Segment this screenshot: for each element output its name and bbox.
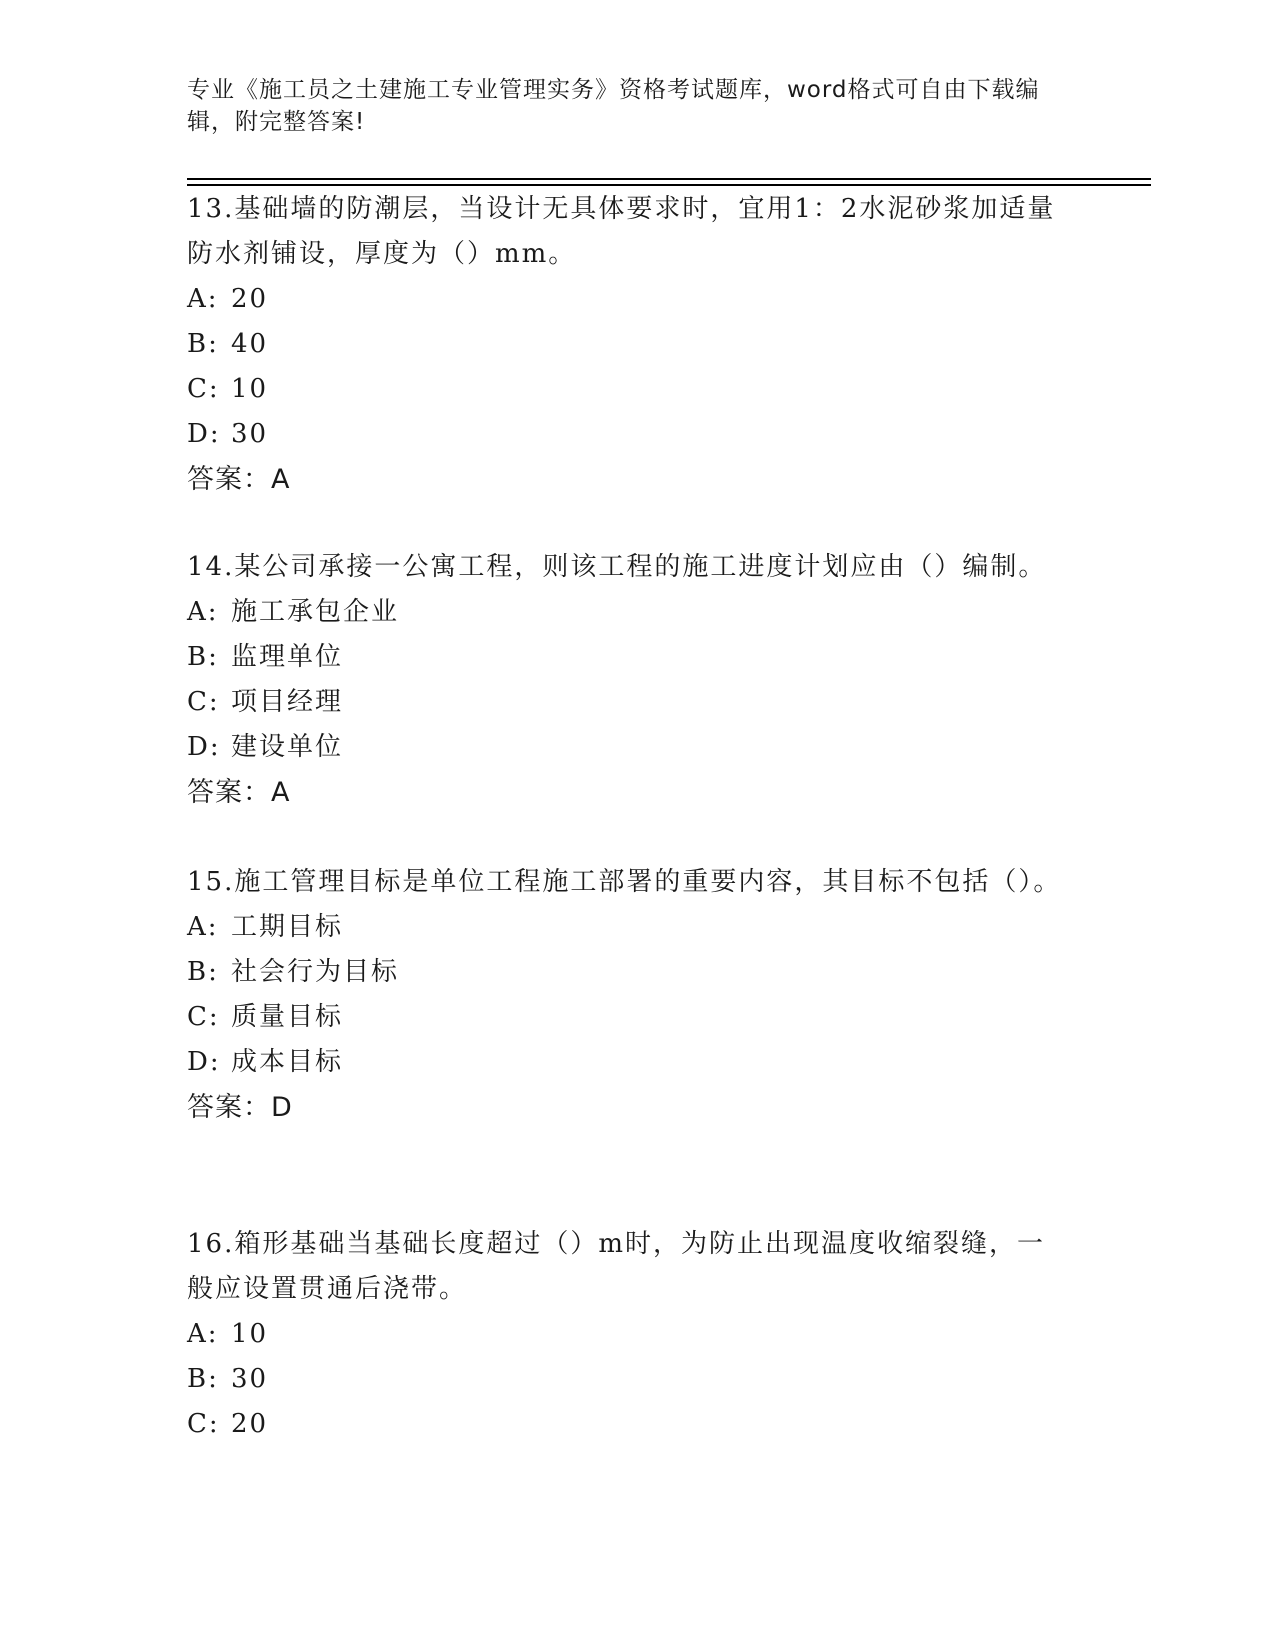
option-text: 质量目标 [231, 1002, 344, 1032]
question-16 [187, 1222, 1067, 1447]
question-stem: 15.施工管理目标是单位工程施工部署的重要内容，其目标不包括（）。 [187, 867, 1062, 897]
option-letter: B: [187, 957, 219, 987]
option-text: 建设单位 [231, 732, 344, 762]
option-text: 项目经理 [231, 687, 344, 717]
answer-line: 答案：D [187, 1092, 293, 1123]
option-c [187, 1402, 1067, 1447]
answer-line: 答案：A [187, 464, 291, 495]
answer-line: 答案：A [187, 777, 291, 808]
question-stem: 16.箱形基础当基础长度超过（）m时，为防止出现温度收缩裂缝，一般应设置贯通后浇带。 [187, 1229, 1046, 1304]
option-letter: A: [187, 1319, 219, 1349]
option-letter: D: [187, 732, 221, 762]
option-a [187, 1312, 1067, 1357]
option-letter: B: [187, 329, 219, 359]
option-letter: B: [187, 642, 219, 672]
option-d [187, 412, 1067, 457]
option-b [187, 1357, 1067, 1402]
option-b [187, 635, 1067, 680]
option-letter: C: [187, 687, 220, 717]
option-a [187, 905, 1067, 950]
document-header: 专业《施工员之土建施工专业管理实务》资格考试题库，word格式可自由下载编辑，附完整答案! [187, 77, 1040, 135]
option-text: 30 [231, 1364, 269, 1394]
option-d [187, 1040, 1067, 1085]
option-d [187, 725, 1067, 770]
question-13 [187, 187, 1067, 502]
option-text: 20 [231, 284, 269, 314]
option-text: 20 [231, 1409, 269, 1439]
question-stem: 14.某公司承接一公寓工程，则该工程的施工进度计划应由（）编制。 [187, 552, 1047, 582]
option-letter: D: [187, 419, 221, 449]
option-letter: A: [187, 912, 219, 942]
option-text: 10 [231, 1319, 269, 1349]
option-letter: C: [187, 1409, 220, 1439]
option-text: 监理单位 [231, 642, 344, 672]
option-c [187, 680, 1067, 725]
option-letter: B: [187, 1364, 219, 1394]
option-letter: C: [187, 374, 220, 404]
option-letter: C: [187, 1002, 220, 1032]
option-letter: D: [187, 1047, 221, 1077]
option-text: 30 [231, 419, 269, 449]
option-text: 工期目标 [231, 912, 344, 942]
header-divider-bottom [187, 184, 1151, 186]
question-15 [187, 860, 1067, 1130]
option-c [187, 995, 1067, 1040]
option-a [187, 277, 1067, 322]
option-letter: A: [187, 597, 219, 627]
option-a [187, 590, 1067, 635]
question-stem: 13.基础墙的防潮层，当设计无具体要求时，宜用1：2水泥砂浆加适量防水剂铺设，厚度为（）mm。 [187, 194, 1056, 269]
option-text: 10 [231, 374, 269, 404]
header-divider-top [187, 178, 1151, 180]
option-c [187, 367, 1067, 412]
option-b [187, 322, 1067, 367]
question-14 [187, 545, 1067, 815]
option-text: 社会行为目标 [231, 957, 400, 987]
option-text: 40 [231, 329, 269, 359]
option-b [187, 950, 1067, 995]
option-text: 成本目标 [231, 1047, 344, 1077]
option-text: 施工承包企业 [231, 597, 400, 627]
option-letter: A: [187, 284, 219, 314]
